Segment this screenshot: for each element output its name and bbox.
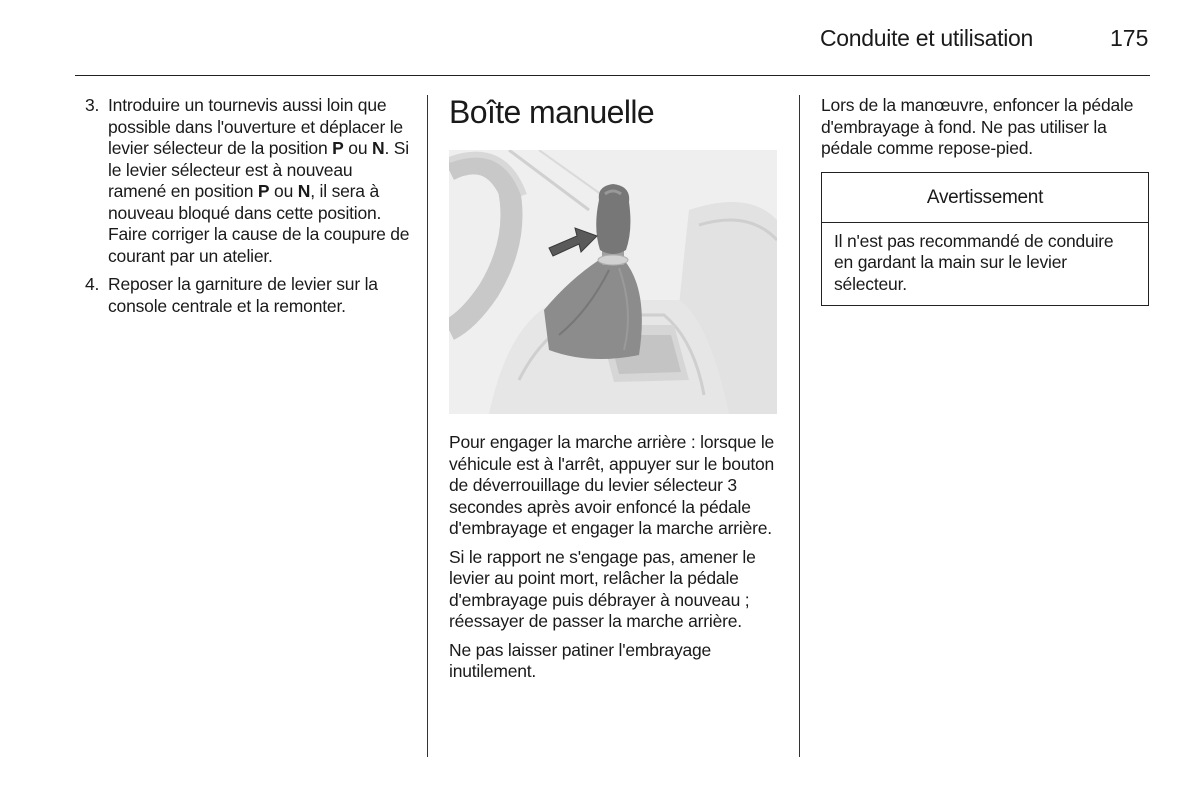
middle-column [449,92,781,690]
column-divider-left [427,95,428,757]
step-text: Introduire un tournevis aussi loin que possible dans l'ouverture et déplacer le levier sélecteur de la position P ou N. Si le levier sélecteur est à nouveau ramené en position P ou N, il sera à nouveau bloqué dans cette position. Faire corriger la cause de la coupure de courant par un atelier. [108,95,410,266]
step-number: 3. [85,95,100,115]
gear-lever-photo [449,150,777,414]
paragraph: Si le rapport ne s'engage pas, amener le levier au point mort, relâcher la pédale d'embrayage puis débrayer à nouveau ; réessayer de passer la marche arrière. [449,546,756,631]
warning-text: Il n'est pas recommandé de conduire en gardant la main sur le levier sélecteur. [834,230,1114,294]
steps-list [85,95,415,317]
warning-heading: Avertissement [822,173,1148,223]
paragraph: Ne pas laisser patiner l'embrayage inutilement. [449,639,712,681]
step-item [85,95,415,267]
page-number: 175 [1110,25,1149,51]
step-number: 4. [85,274,100,294]
left-column [85,95,415,324]
section-title: Boîte manuelle [449,94,655,130]
chapter-title: Conduite et utilisation [820,25,1034,51]
header-rule [75,75,1150,76]
step-text: Reposer la garniture de levier sur la console centrale et la remonter. [108,274,378,316]
step-item [85,274,415,317]
paragraph: Pour engager la marche arrière : lorsque le véhicule est à l'arrêt, appuyer sur le bouton de déverrouillage du levier sélecteur 3 secondes après avoir enfoncé la pédale d'embrayage et engager la marche arrière. [449,432,775,538]
paragraph: Lors de la manœuvre, enfoncer la pédale d'embrayage à fond. Ne pas utiliser la pédale comme repose-pied. [821,95,1134,158]
warning-box [821,172,1149,307]
column-divider-right [799,95,800,757]
right-column [821,95,1153,306]
